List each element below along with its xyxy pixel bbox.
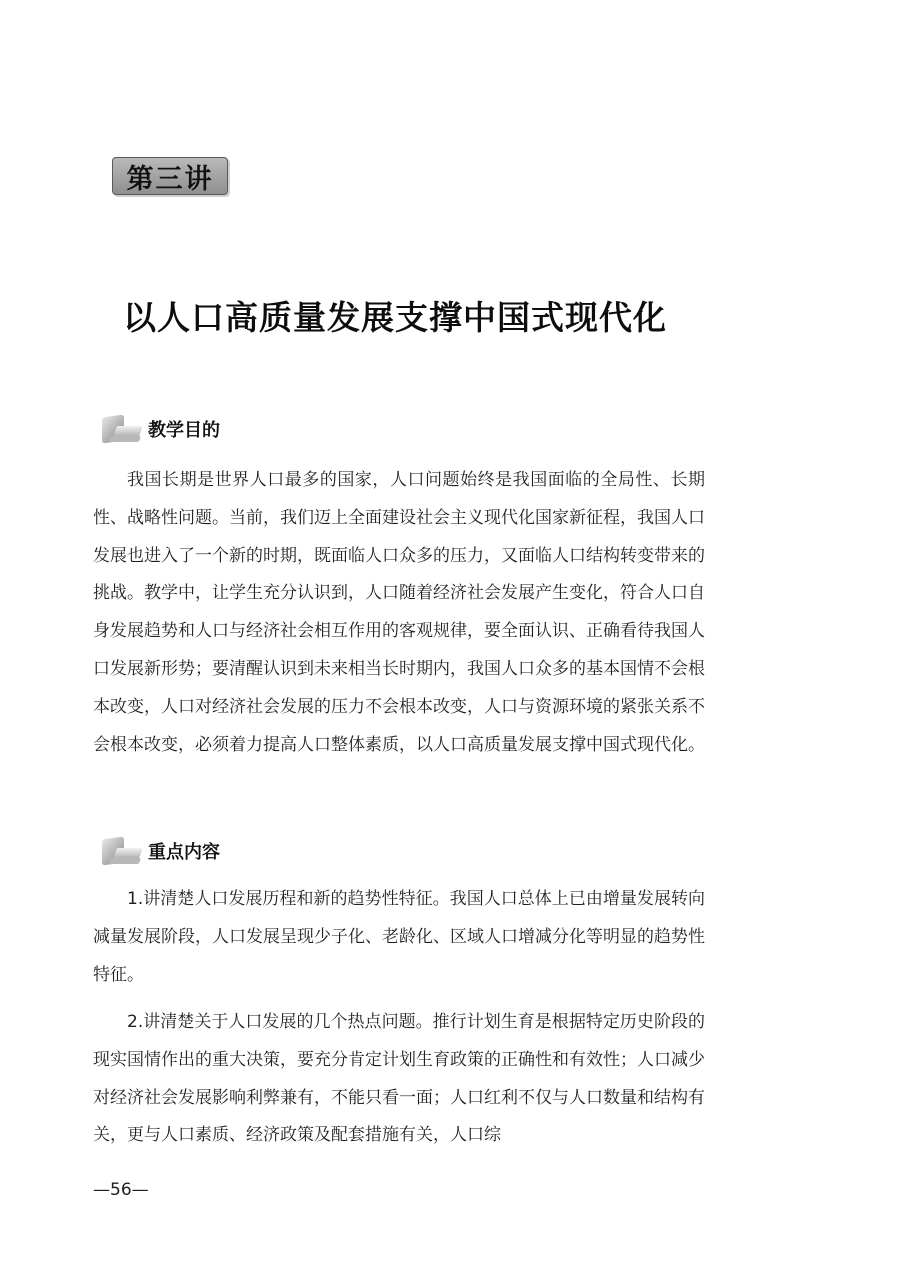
- section-heading-label: 重点内容: [148, 842, 220, 863]
- paragraph-key-point-1: 1.讲清楚人口发展历程和新的趋势性特征。我国人口总体上已由增量发展转向减量发展阶段，人口发展呈现少子化、老龄化、区域人口增减分化等明显的趋势性特征。: [93, 889, 705, 985]
- book-stack-icon: [100, 412, 142, 446]
- paragraph-key-point-2: 2.讲清楚关于人口发展的几个热点问题。推行计划生育是根据特定历史阶段的现实国情作出的重大决策，要充分肯定计划生育政策的正确性和有效性；人口减少对经济社会发展影响利弊兼有，不能只看一面；人口红利不仅与人口数量和结构有关，更与人口素质、经济政策及配套措施有关，人口综: [93, 1012, 705, 1146]
- section-heading-label: 教学目的: [148, 420, 220, 441]
- lecture-badge: 第三讲: [112, 157, 228, 195]
- section-heading-key-content: [100, 834, 220, 868]
- page-title: 以人口高质量发展支撑中国式现代化: [123, 298, 667, 337]
- book-stack-icon: [100, 834, 142, 868]
- section-heading-objectives: [100, 412, 220, 446]
- paragraph-objectives: 我国长期是世界人口最多的国家，人口问题始终是我国面临的全局性、长期性、战略性问题。当前，我们迈上全面建设社会主义现代化国家新征程，我国人口发展也进入了一个新的时期，既面临人口众多的压力，又面临人口结构转变带来的挑战。教学中，让学生充分认识到，人口随着经济社会发展产生变化，符合人口自身发展趋势和人口与经济社会相互作用的客观规律，要全面认识、正确看待我国人口发展新形势；要清醒认识到未来相当长时期内，我国人口众多的基本国情不会根本改变，人口对经济社会发展的压力不会根本改变，人口与资源环境的紧张关系不会根本改变，必须着力提高人口整体素质，以人口高质量发展支撑中国式现代化。: [93, 470, 705, 755]
- page-number: —56—: [93, 1180, 149, 1200]
